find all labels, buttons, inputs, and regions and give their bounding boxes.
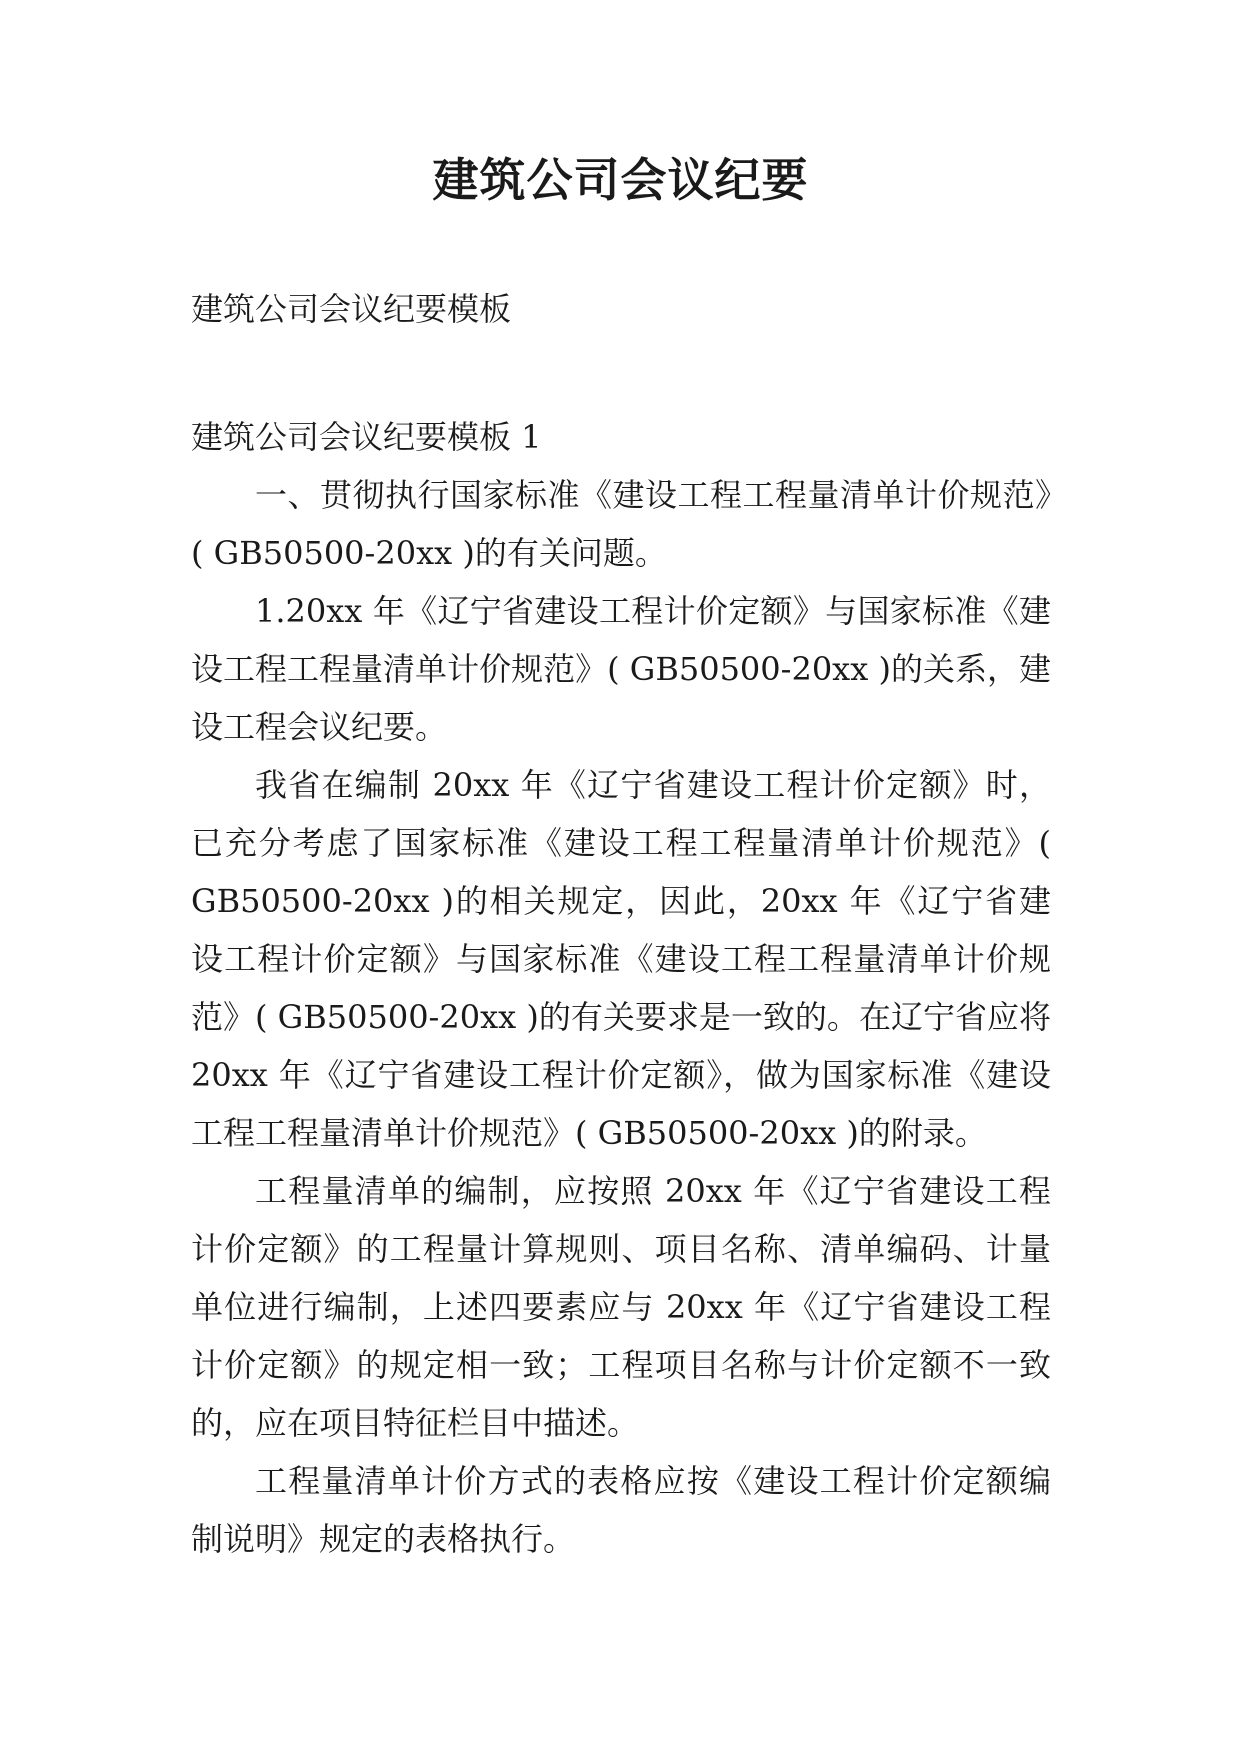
paragraph: 我省在编制 20xx 年《辽宁省建设工程计价定额》时，已充分考虑了国家标准《建设工程工程量清单计价规范》( GB50500-20xx )的相关规定，因此，20xx 年《辽宁省建设工程计价定额》与国家标准《建设工程工程量清单计价规范》( GB50500-20xx )的有关要求是一致的。在辽宁省应将 20xx 年《辽宁省建设工程计价定额》，做为国家标准《建设工程工程量清单计价规范》( GB50500-20xx )的附录。: [191, 766, 1051, 1152]
document-body: [191, 408, 1051, 1568]
document-subtitle: 建筑公司会议纪要模板: [191, 290, 512, 328]
paragraph: 工程量清单的编制，应按照 20xx 年《辽宁省建设工程计价定额》的工程量计算规则、项目名称、清单编码、计量单位进行编制，上述四要素应与 20xx 年《辽宁省建设工程计价定额》的规定相一致；工程项目名称与计价定额不一致的，应在项目特征栏目中描述。: [191, 1172, 1051, 1442]
paragraph: 一、贯彻执行国家标准《建设工程工程量清单计价规范》( GB50500-20xx )的有关问题。: [191, 476, 1051, 572]
document-title: 建筑公司会议纪要: [432, 153, 809, 207]
paragraph: 工程量清单计价方式的表格应按《建设工程计价定额编制说明》规定的表格执行。: [191, 1462, 1051, 1558]
paragraph: 1.20xx 年《辽宁省建设工程计价定额》与国家标准《建设工程工程量清单计价规范》( GB50500-20xx )的关系，建设工程会议纪要。: [191, 592, 1051, 746]
section-heading: 建筑公司会议纪要模板 1: [191, 418, 542, 456]
